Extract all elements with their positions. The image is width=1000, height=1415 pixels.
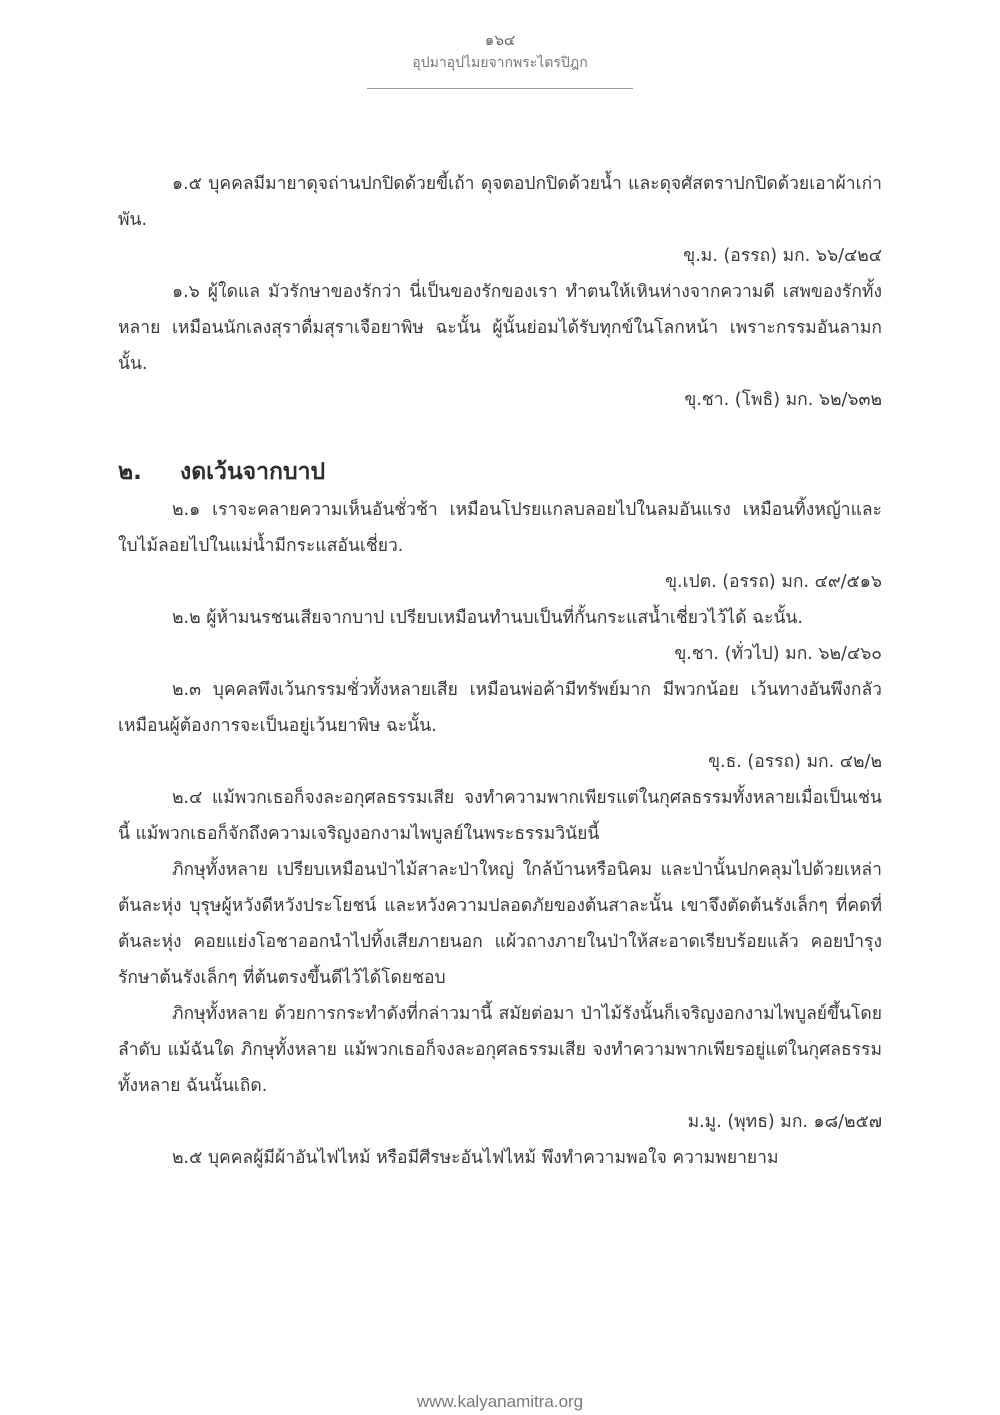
paragraph-2-4-simile: ภิกษุทั้งหลาย เปรียบเหมือนป่าไม้สาละป่าใหญ่ ใกล้บ้านหรือนิคม และป่านั้นปกคลุมไปด้วยเหล่าต้นละหุ่ง บุรุษผู้หวังดีหวังประโยชน์ และหวังความปลอดภัยของต้นสาละนั้น เขาจึงตัดต้นรังเล็กๆ ที่คดที่ต้นละหุ่ง คอยแย่งโอชาออกนำไปทิ้งเสียภายนอก แผ้วถางภายในป่าให้สะอาดเรียบร้อยแล้ว คอยบำรุงรักษาต้นรังเล็กๆ ที่ต้นตรงขึ้นดีไว้ได้โดยชอบ [118,860,882,988]
reference-2-2: ขุ.ชา. (ทั่วไป) มก. ๖๒/๔๖๐ [674,644,882,664]
paragraph-2-5: ๒.๕ บุคคลผู้มีผ้าอันไฟไหม้ หรือมีศีรษะอันไฟไหม้ พึงทำความพอใจ ความพยายาม [172,1148,779,1168]
paragraph-2-3: ๒.๓ บุคคลพึงเว้นกรรมชั่วทั้งหลายเสีย เหมือนพ่อค้ามีทรัพย์มาก มีพวกน้อย เว้นทางอันพึงกลัว เหมือนผู้ต้องการจะเป็นอยู่เว้นยาพิษ ฉะนั้น. [118,680,882,736]
paragraph-2-2: ๒.๒ ผู้ห้ามนรชนเสียจากบาป เปรียบเหมือนทำนบเป็นที่กั้นกระแสน้ำเชี่ยวไว้ได้ ฉะนั้น. [172,608,803,628]
paragraph-2-4-conclusion: ภิกษุทั้งหลาย ด้วยการกระทำดังที่กล่าวมานี้ สมัยต่อมา ป่าไม้รังนั้นก็เจริญงอกงามไพบูลย์ขึ้นโดยลำดับ แม้ฉันใด ภิกษุทั้งหลาย แม้พวกเธอก็จงละอกุศลธรรมเสีย จงทำความพากเพียรอยู่แต่ในกุศลธรรมทั้งหลาย ฉันนั้นเถิด. [118,1004,882,1096]
page-number: ๑๖๔ [484,31,516,49]
paragraph-1-5: ๑.๕ บุคคลมีมายาดุจถ่านปกปิดด้วยขี้เถ้า ดุจตอปกปิดด้วยน้ำ และดุจศัสตราปกปิดด้วยเอาผ้าเก่าพัน. [118,174,882,230]
header-divider [367,88,633,89]
page-body [118,166,882,1176]
paragraph-2-4: ๒.๔ แม้พวกเธอก็จงละอกุศลธรรมเสีย จงทำความพากเพียรแต่ในกุศลธรรมทั้งหลายเมื่อเป็นเช่นนี้ แม้พวกเธอก็จักถึงความเจริญงอกงามไพบูลย์ในพระธรรมวินัยนี้ [118,788,882,844]
paragraph-2-1: ๒.๑ เราจะคลายความเห็นอันชั่วช้า เหมือนโปรยแกลบลอยไปในลมอันแรง เหมือนทิ้งหญ้าและใบไม้ลอยไปในแม่น้ำมีกระแสอันเชี่ยว. [118,500,882,556]
reference-2-3: ขุ.ธ. (อรรถ) มก. ๔๒/๒ [708,752,882,772]
page-header [0,30,1000,89]
reference-1-5: ขุ.ม. (อรรถ) มก. ๖๖/๔๒๔ [683,246,882,266]
reference-2-1: ขุ.เปต. (อรรถ) มก. ๔๙/๕๑๖ [665,572,882,592]
reference-1-6: ขุ.ชา. (โพธิ) มก. ๖๒/๖๓๒ [684,390,882,410]
reference-2-4: ม.มู. (พุทธ) มก. ๑๘/๒๕๗ [687,1112,882,1132]
section-number: ๒. [118,459,142,485]
section-heading [118,452,882,492]
book-title: อุปมาอุปไมยจากพระไตรปิฎก [412,55,588,71]
paragraph-1-6: ๑.๖ ผู้ใดแล มัวรักษาของรักว่า นี่เป็นของรักของเรา ทำตนให้เหินห่างจากความดี เสพของรักทั้งหลาย เหมือนนักเลงสุราดื่มสุราเจือยาพิษ ฉะนั้น ผู้นั้นย่อมได้รับทุกข์ในโลกหน้า เพราะกรรมอันลามกนั้น. [118,282,882,374]
section-title: งดเว้นจากบาป [180,459,326,485]
footer-url: www.kalyanamitra.org [416,1392,584,1411]
